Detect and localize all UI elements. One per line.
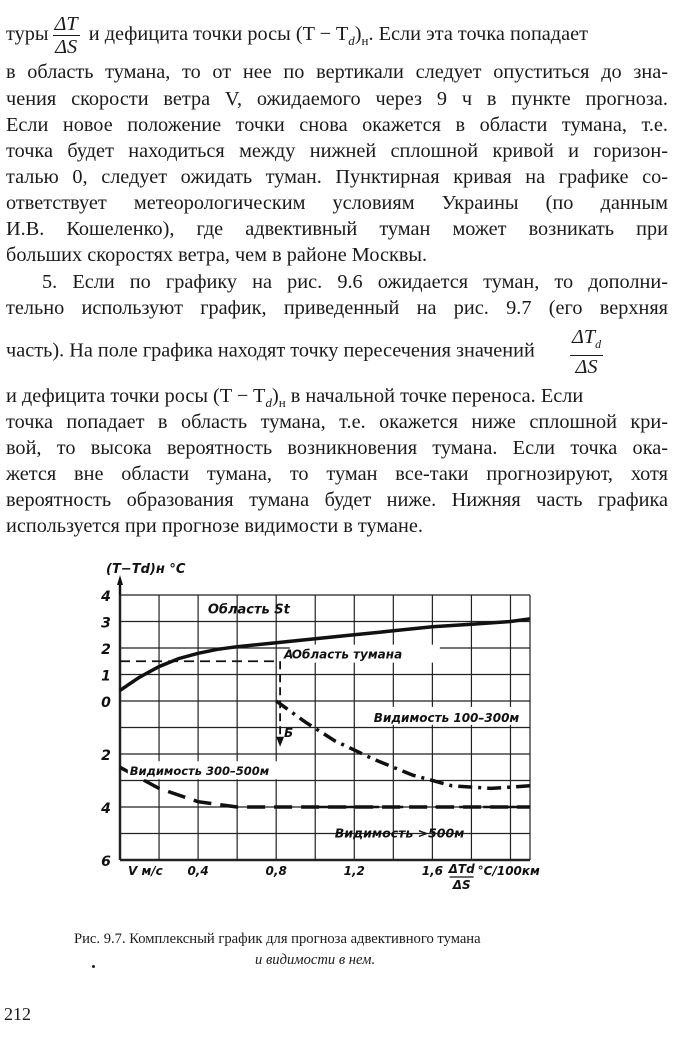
- text-line-15: вой, то высока вероятность возникновения тумана. Если точка ока-: [6, 437, 668, 459]
- text-line-8: И.В. Кошеленко), где адвективный туман может возникать при: [6, 218, 668, 240]
- text-line-11: тельно используют график, приведенный на рис. 9.7 (его верхняя: [6, 297, 668, 319]
- text-line-9: больших скоростях ветра, чем в районе Москвы.: [6, 244, 428, 266]
- subscript: н: [361, 33, 369, 49]
- text-line-1: [6, 10, 668, 65]
- fraction-numerator-text: ΔT: [571, 326, 596, 348]
- text-line-12: [6, 326, 668, 378]
- text-segment: в начальной точке переноса. Если: [285, 385, 584, 407]
- stray-dot: [92, 965, 95, 968]
- page-number: 212: [4, 1004, 31, 1024]
- y-tick-label: 0: [101, 695, 111, 711]
- text-segment: часть). На поле графика находят точку пересечения значений: [6, 339, 535, 362]
- x-axis-fraction-numerator: ΔTd: [448, 862, 475, 876]
- fraction-dtd-ds: [570, 326, 603, 378]
- point-label-a: А: [284, 647, 294, 662]
- arrow-down-icon: [276, 737, 284, 747]
- fog-forecast-chart: [90, 560, 570, 905]
- region-label-visibility-300-500: Видимость 300–500м: [129, 764, 270, 779]
- y-tick-label: 3: [101, 615, 111, 632]
- text-segment: и дефицита точки росы (T − T: [88, 23, 349, 45]
- x-tick-label: 0,4: [187, 864, 209, 878]
- x-axis-units-label: V м/с: [128, 864, 163, 878]
- fraction-numerator: ΔT: [54, 12, 78, 35]
- text-line-3: чения скорости ветра V, ожидаемого через 9 ч в пункте прогноза.: [6, 88, 668, 110]
- subscript: d: [265, 395, 272, 411]
- text-line-10: 5. Если по графику на рис. 9.6 ожидается туман, то дополни-: [42, 271, 668, 293]
- region-label-st: Область St: [207, 602, 290, 618]
- y-tick-label: 2: [101, 748, 111, 764]
- fraction-denominator: ΔS: [575, 356, 598, 379]
- fraction-numerator: [570, 326, 603, 356]
- x-tick-label: 1,6: [421, 864, 444, 878]
- y-tick-label: 4: [101, 801, 111, 817]
- text-line-18: используется при прогнозе видимости в тумане.: [6, 515, 423, 537]
- text-line-2: в область тумана, то от нее по вертикали следует опуститься до зна-: [6, 61, 668, 83]
- x-tick-label: 1,2: [343, 864, 365, 878]
- x-axis-fraction-denominator: ΔS: [452, 878, 471, 892]
- subscript: d: [348, 33, 355, 49]
- text-line-7: ответствует метеорологическим условиям Украины (по данным: [6, 192, 668, 214]
- subscript: н: [278, 395, 286, 411]
- text-line-14: точка попадает в область тумана, т.е. окажется ниже сплошной кри-: [6, 411, 668, 433]
- text-line-4: Если новое положение точки снова окажется в области тумана, т.е.: [6, 114, 668, 136]
- text-segment: ): [271, 385, 279, 407]
- text-segment: . Если эта точка попадает: [368, 23, 588, 45]
- subscript: d: [595, 337, 602, 352]
- y-tick-label: 4: [101, 589, 111, 605]
- point-label-b: Б: [284, 725, 294, 740]
- region-label-visibility-500: Видимость >500м: [334, 825, 465, 841]
- text-segment: и дефицита точки росы (T − T: [6, 385, 266, 407]
- y-tick-label: 2: [101, 642, 111, 658]
- x-tick-label: 0,8: [265, 864, 287, 878]
- text-segment: туры: [6, 23, 49, 45]
- y-tick-label: 1: [101, 668, 111, 685]
- fraction-dt-ds: [53, 13, 80, 58]
- y-axis-label: (T−Td)н °C: [106, 562, 186, 577]
- text-segment: ): [354, 23, 362, 45]
- text-line-17: вероятность образования тумана будет ниже. Нижняя часть графика: [6, 489, 668, 511]
- text-line-5: точка будет находиться между нижней сплошной кривой и горизон-: [6, 140, 668, 162]
- text-line-6: талью 0, следует ожидать туман. Пунктирная кривая на графике со-: [6, 166, 668, 188]
- fraction-denominator: ΔS: [55, 35, 78, 58]
- region-label-visibility-100-300: Видимость 100–300м: [373, 710, 520, 725]
- figure-caption-line-2: и видимости в нем.: [255, 952, 376, 968]
- y-tick-label: 6: [101, 854, 111, 870]
- x-axis-units-label: °C/100км: [477, 864, 540, 878]
- region-label-fog: Область тумана: [291, 647, 403, 662]
- figure-caption-line-1: Рис. 9.7. Комплексный график для прогноза адвективного тумана: [74, 931, 481, 947]
- text-line-16: жется вне области тумана, то туман все-таки прогнозируют, хотя: [6, 463, 668, 485]
